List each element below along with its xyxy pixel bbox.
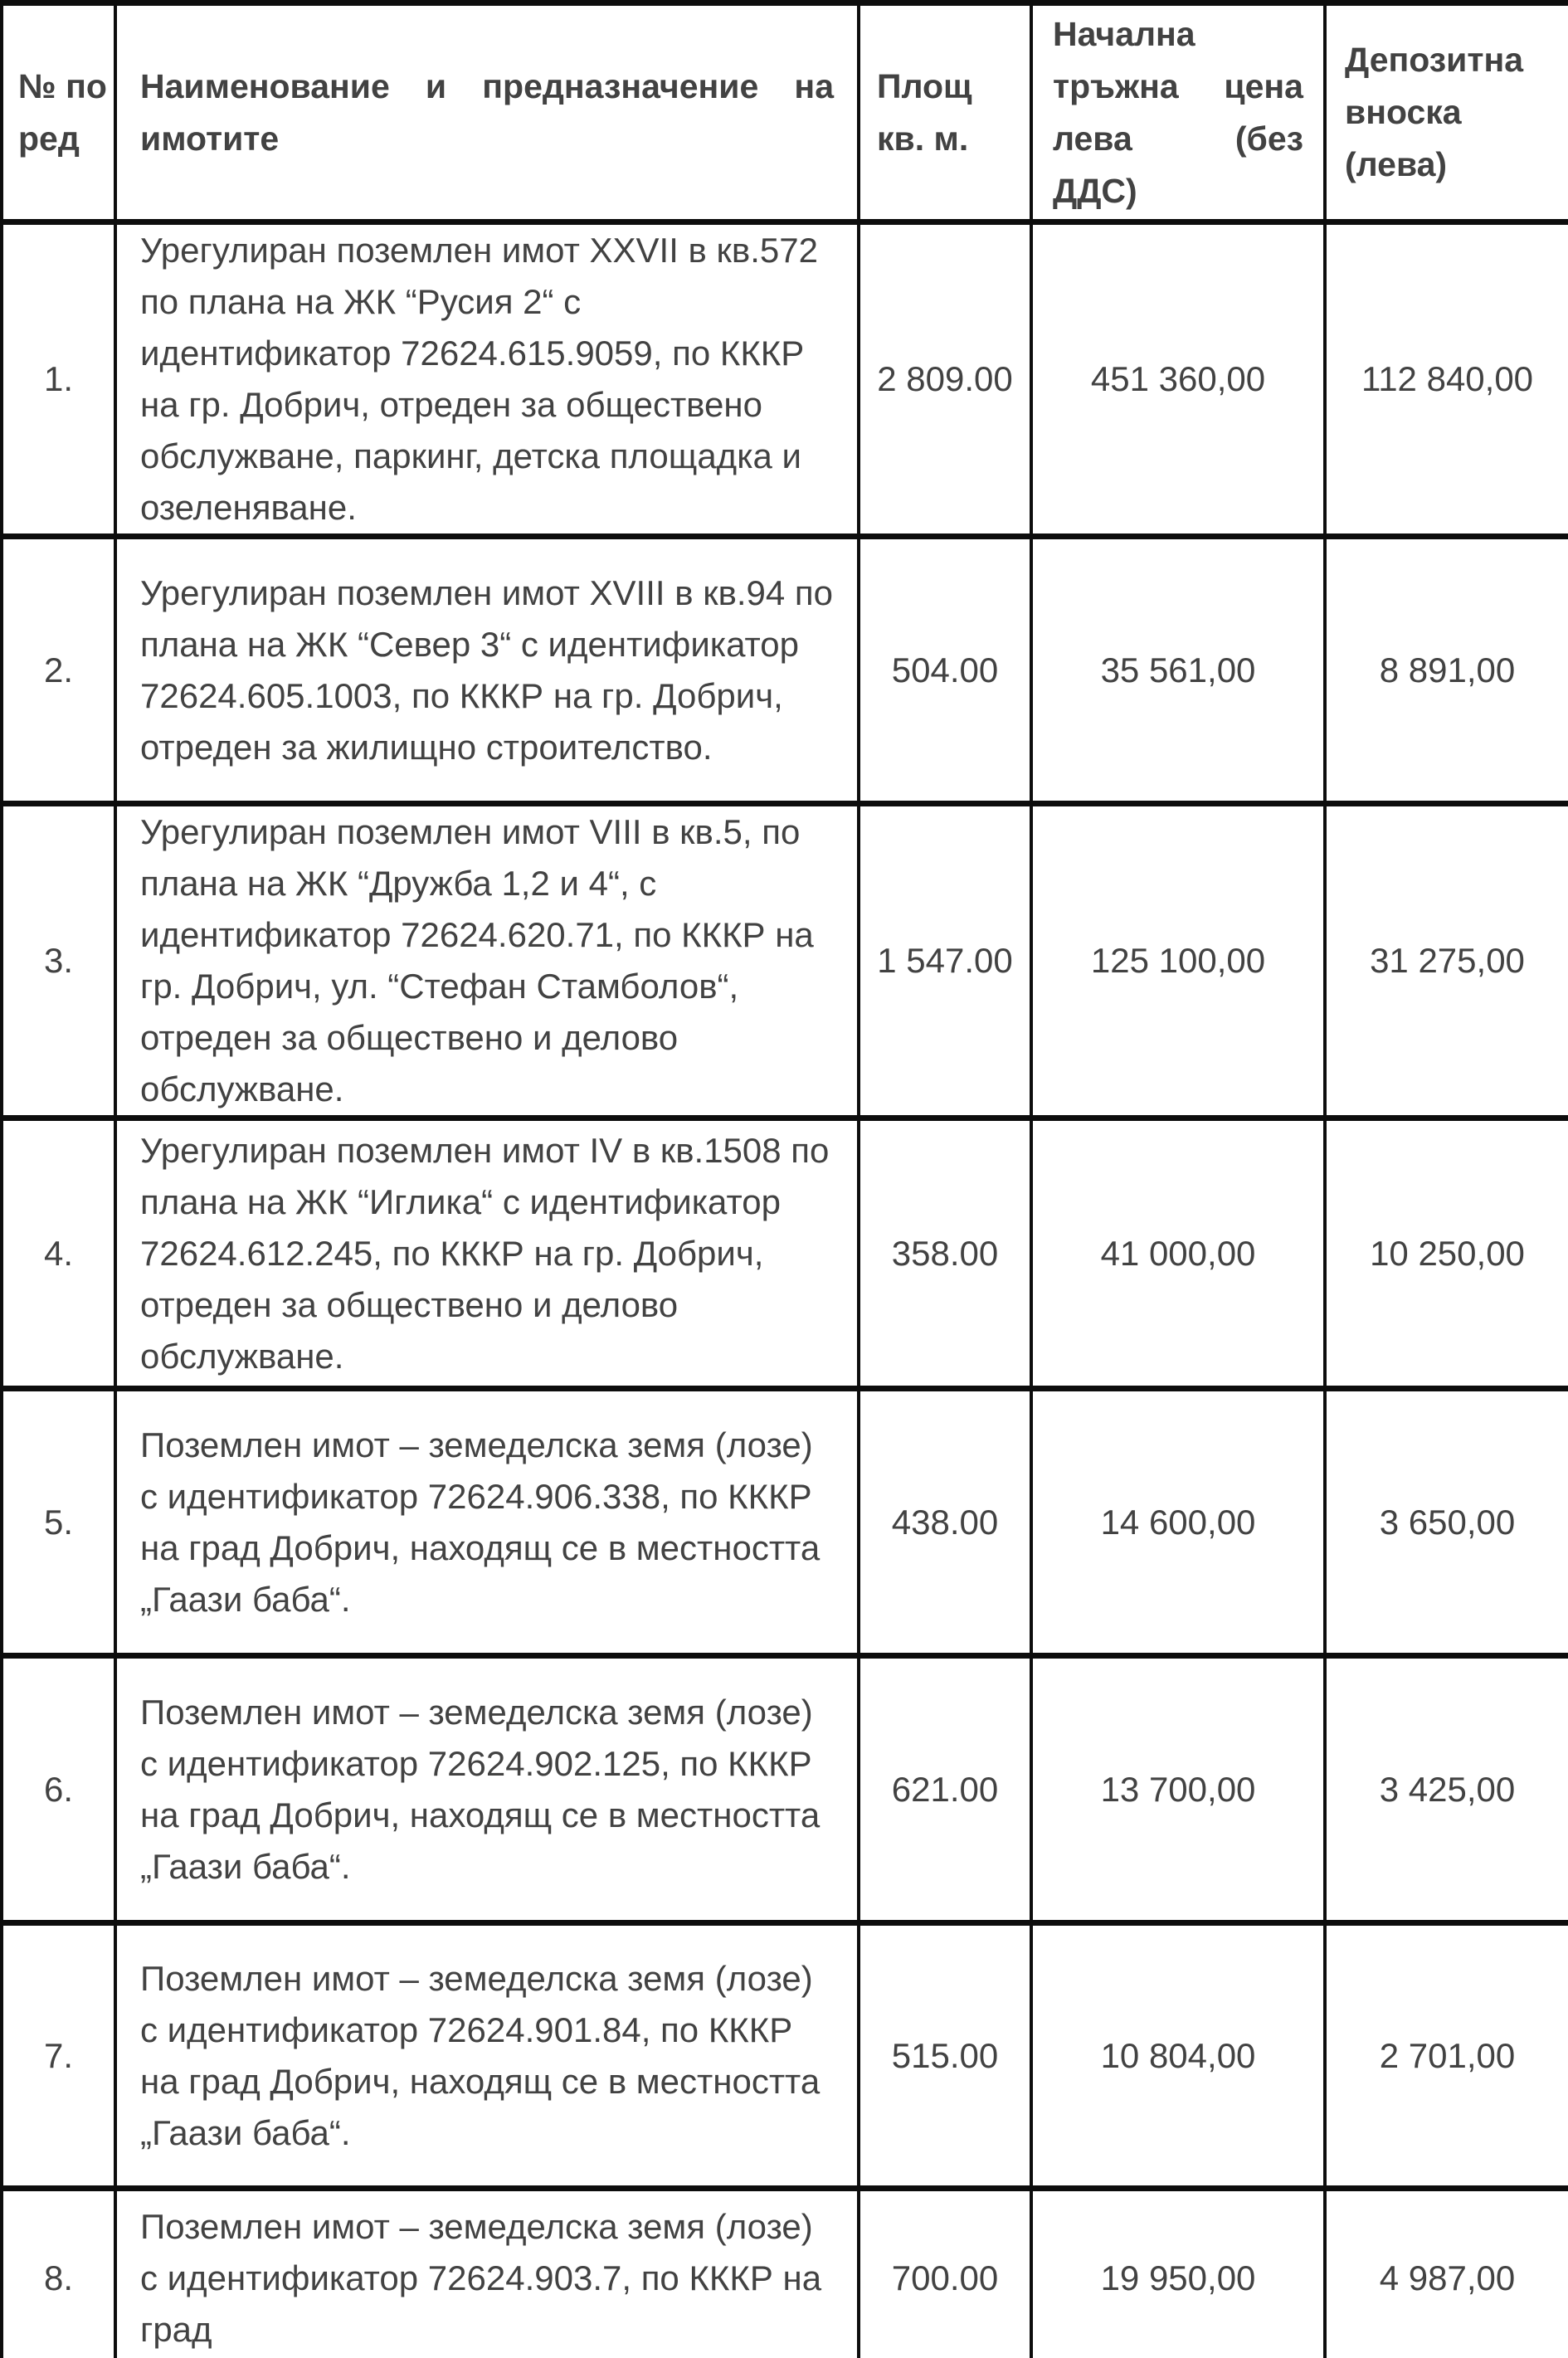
property-description-cell: Поземлен имот – земеделска земя (лозе) с идентификатор 72624.901.84, по КККР на град Добрич, находящ се в местността „Гаази баба“. (115, 1923, 859, 2189)
price-cell: 13 700,00 (1031, 1656, 1325, 1923)
row-number-cell: 1. (2, 222, 115, 537)
table-row (2, 1389, 1568, 1656)
price-cell: 451 360,00 (1031, 222, 1325, 537)
row-number-cell: 5. (2, 1389, 115, 1656)
area-cell: 700.00 (859, 2189, 1031, 2358)
row-number-cell: 6. (2, 1656, 115, 1923)
header-property-name: Наименование и предназначение на имотите (115, 3, 859, 222)
table-row (2, 222, 1568, 537)
area-cell: 358.00 (859, 1118, 1031, 1389)
header-area: Площ кв. м. (859, 3, 1031, 222)
price-cell: 14 600,00 (1031, 1389, 1325, 1656)
deposit-cell: 3 650,00 (1325, 1389, 1568, 1656)
header-row-number: № по ред (2, 3, 115, 222)
row-number-cell: 2. (2, 537, 115, 804)
area-cell: 504.00 (859, 537, 1031, 804)
table-body (2, 222, 1568, 2358)
table-row (2, 1118, 1568, 1389)
header-row (2, 3, 1568, 222)
deposit-cell: 4 987,00 (1325, 2189, 1568, 2358)
table-row (2, 804, 1568, 1118)
deposit-cell: 3 425,00 (1325, 1656, 1568, 1923)
price-cell: 19 950,00 (1031, 2189, 1325, 2358)
property-description-cell: Урегулиран поземлен имот XXVII в кв.572 по плана на ЖК “Русия 2“ с идентификатор 72624.615.9059, по КККР на гр. Добрич, отреден за обществено обслужване, паркинг, детска площадка и озеленяване. (115, 222, 859, 537)
table-row (2, 2189, 1568, 2358)
deposit-cell: 8 891,00 (1325, 537, 1568, 804)
table-row (2, 1923, 1568, 2189)
area-cell: 2 809.00 (859, 222, 1031, 537)
property-description-cell: Урегулиран поземлен имот IV в кв.1508 по плана на ЖК “Иглика“ с идентификатор 72624.612.245, по КККР на гр. Добрич, отреден за обществено и делово обслужване. (115, 1118, 859, 1389)
deposit-cell: 112 840,00 (1325, 222, 1568, 537)
table-row (2, 1656, 1568, 1923)
area-cell: 1 547.00 (859, 804, 1031, 1118)
price-cell: 125 100,00 (1031, 804, 1325, 1118)
price-cell: 41 000,00 (1031, 1118, 1325, 1389)
price-cell: 35 561,00 (1031, 537, 1325, 804)
property-description-cell: Поземлен имот – земеделска земя (лозе) с идентификатор 72624.902.125, по КККР на град Добрич, находящ се в местността „Гаази баба“. (115, 1656, 859, 1923)
property-description-cell: Поземлен имот – земеделска земя (лозе) с идентификатор 72624.906.338, по КККР на град Добрич, находящ се в местността „Гаази баба“. (115, 1389, 859, 1656)
area-cell: 515.00 (859, 1923, 1031, 2189)
deposit-cell: 10 250,00 (1325, 1118, 1568, 1389)
price-cell: 10 804,00 (1031, 1923, 1325, 2189)
deposit-cell: 31 275,00 (1325, 804, 1568, 1118)
table-header (2, 3, 1568, 222)
row-number-cell: 8. (2, 2189, 115, 2358)
row-number-cell: 4. (2, 1118, 115, 1389)
row-number-cell: 3. (2, 804, 115, 1118)
header-starting-price: Начална тръжна цена лева (без ДДС) (1031, 3, 1325, 222)
header-deposit: Депозитна вноска (лева) (1325, 3, 1568, 222)
row-number-cell: 7. (2, 1923, 115, 2189)
area-cell: 438.00 (859, 1389, 1031, 1656)
area-cell: 621.00 (859, 1656, 1031, 1923)
property-description-cell: Урегулиран поземлен имот VIII в кв.5, по плана на ЖК “Дружба 1,2 и 4“, с идентификатор 72624.620.71, по КККР на гр. Добрич, ул. “Стефан Стамболов“, отреден за обществено и делово обслужване. (115, 804, 859, 1118)
table-row (2, 537, 1568, 804)
property-description-cell: Урегулиран поземлен имот XVIII в кв.94 по плана на ЖК “Север 3“ с идентификатор 72624.605.1003, по КККР на гр. Добрич, отреден за жилищно строителство. (115, 537, 859, 804)
property-description-cell: Поземлен имот – земеделска земя (лозе) с идентификатор 72624.903.7, по КККР на град (115, 2189, 859, 2358)
deposit-cell: 2 701,00 (1325, 1923, 1568, 2189)
